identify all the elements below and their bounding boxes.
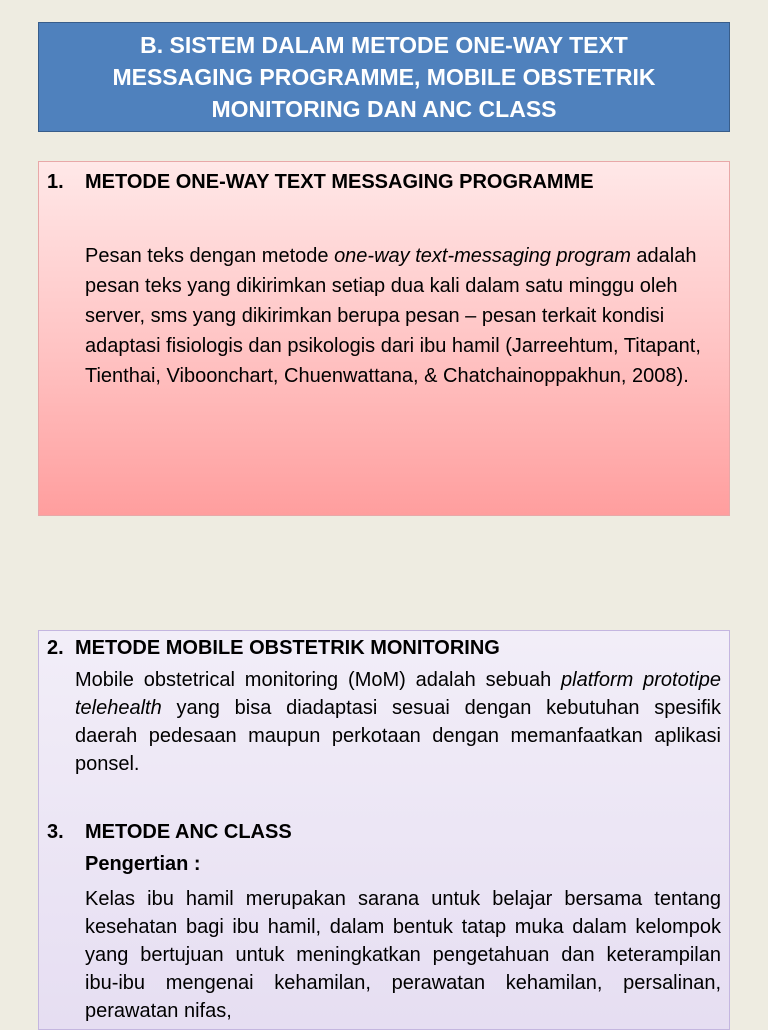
section-2-3-box [38, 630, 730, 1030]
section-1-number: 1. [47, 171, 64, 193]
section-3-heading: METODE ANC CLASS [85, 821, 292, 843]
section-1-box [38, 161, 730, 516]
slide-title: B. SISTEM DALAM METODE ONE-WAY TEXT MESSAGING PROGRAMME, MOBILE OBSTETRIK MONITORING DAN ANC CLASS [112, 32, 656, 122]
section-1-heading: METODE ONE-WAY TEXT MESSAGING PROGRAMME [85, 171, 594, 193]
section-3-subheading: Pengertian : [85, 853, 201, 875]
section-2-heading: METODE MOBILE OBSTETRIK MONITORING [75, 637, 500, 659]
section-1-paragraph: Pesan teks dengan metode one-way text-messaging program adalah pesan teks yang dikirimkan setiap dua kali dalam satu minggu oleh server, sms yang dikirimkan berupa pesan – pesan terkait kondisi adaptasi fisiologis dan psikologis dari ibu hamil (Jarreehtum, Titapant, Tienthai, Viboonchart, Chuenwattana, & Chatchainoppakhun, 2008). [85, 245, 701, 387]
section-2-number: 2. [47, 637, 64, 659]
section-3-paragraph: Kelas ibu hamil merupakan sarana untuk belajar bersama tentang kesehatan bagi ibu hamil, dalam bentuk tatap muka dalam kelompok yang bertujuan untuk meningkatkan pengetahuan dan keterampilan ibu-ibu mengenai kehamilan, perawatan kehamilan, persalinan, perawatan nifas, [85, 888, 721, 1022]
section-2-emphasis: platform prototipe telehealth [75, 669, 721, 719]
title-banner [38, 22, 730, 132]
section-2-paragraph: Mobile obstetrical monitoring (MoM) adalah sebuah platform prototipe telehealth yang bisa diadaptasi sesuai dengan kebutuhan spesifik daerah pedesaan maupun perkotaan dengan memanfaatkan aplikasi ponsel. [75, 669, 721, 775]
section-3-number: 3. [47, 821, 64, 843]
section-1-emphasis: one-way text-messaging program [334, 245, 631, 267]
section-1-heading-row [47, 169, 64, 195]
